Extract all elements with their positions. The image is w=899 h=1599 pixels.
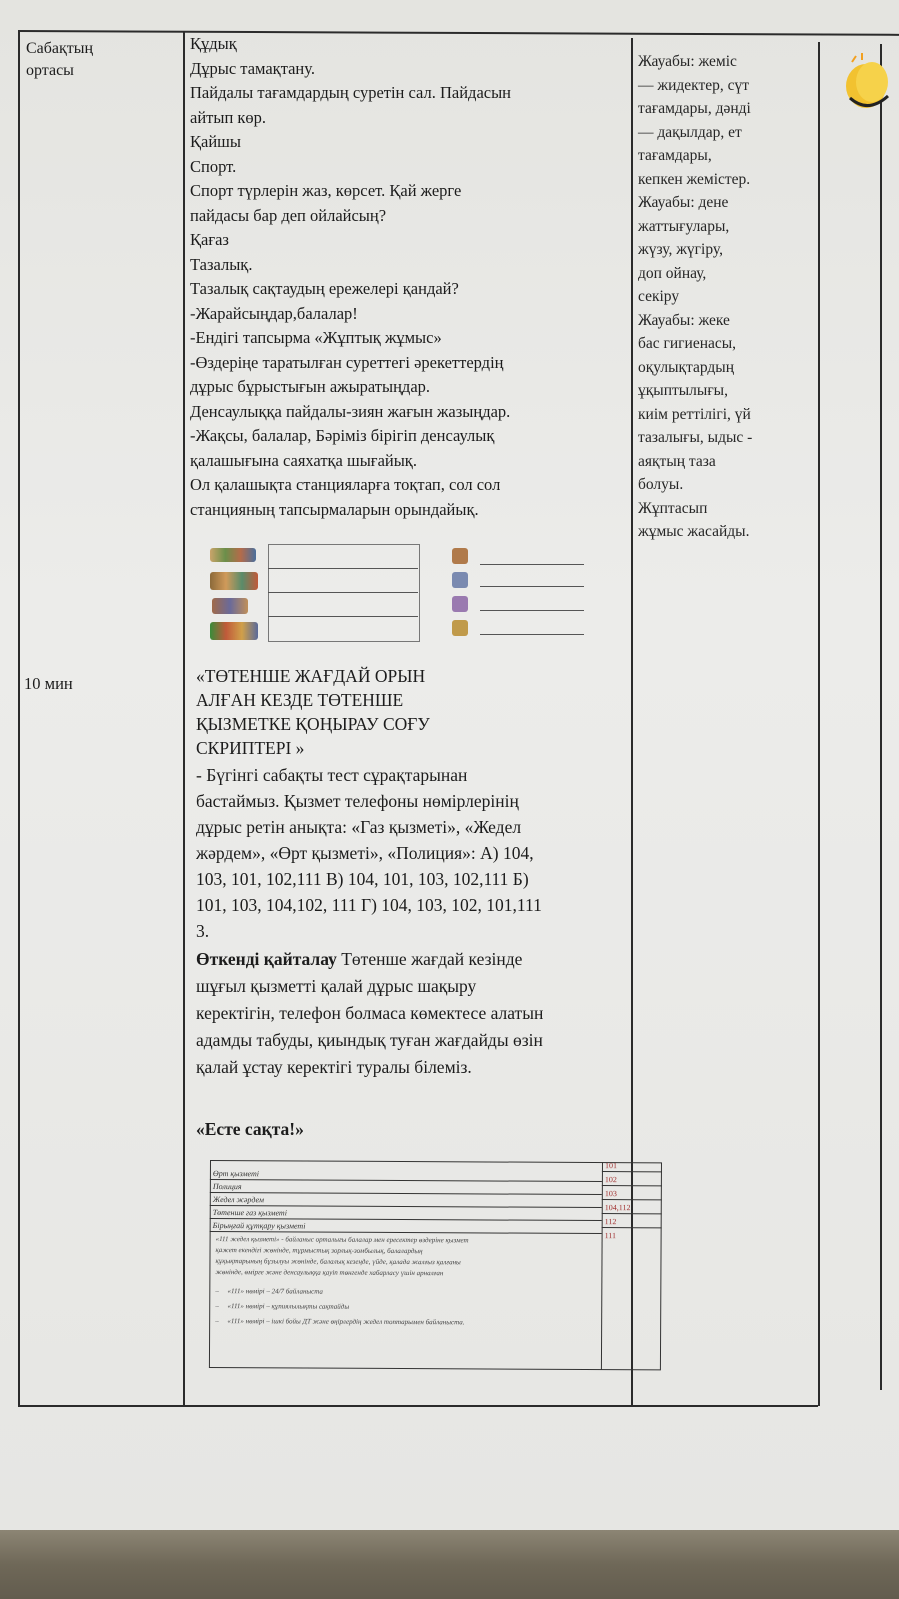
table-bottom-border [18, 1405, 818, 1407]
hotline-description: «111 жедел қызметі» - байланыс орталығы балалар мен ересектер өздеріне қызмет қажет екендігі жөнінде, тұрмыстық зорлық-зомбылық, балалардың құқықтарының бұзылуы жөнінде, балалық кезеңде, үйде, қалада жалғыз қалғаны жөнінде, өмірге және денсаулыққа қауіп төнгенде хабарласу үшін арналған – «111» нөмірі – 24/7 байланыста – «111» нөмірі – құпиялылықты сақтайды – «111» нөмірі – ішкі бойы ДТ және өңірлердің жедел топтарымен байланыста. [215, 1235, 469, 1327]
picture-icon [212, 598, 248, 614]
picture-icon [210, 572, 258, 590]
box-rule [268, 568, 418, 569]
remember-heading: «Есте сақта!» [196, 1119, 304, 1139]
picture-icon [452, 572, 468, 588]
table-number: 102 [602, 1174, 662, 1186]
activities-text: Құдық Дұрыс тамақтану. Пайдалы тағамдардың суретін сал. Пайдасын айтып көр. Қайшы Спорт. Спорт түрлерін жаз, көрсет. Қай жерге пайдасы бар деп ойлайсың? Қағаз Тазалық. Тазалық сақтаудың ережелері қандай? -Жарайсыңдар,балалар! -Ендігі тапсырма «Жұптық жұмыс» -Өздеріңе таратылған суреттегі әрекеттердің дұрыс бұрыстығын ажыратыңдар. Денсаулыққа пайдалы-зиян жағын жазыңдар. -Жақсы, балалар, Бәріміз бірігіп денсаулық қалашығына саяхатқа шығайық. Ол қалашықта станцияларға тоқтап, сол сол станцияның тапсырмаларын орындайық. [190, 34, 512, 519]
col1-divider [183, 32, 185, 1406]
table-row: Өрт қызметі [210, 1168, 602, 1182]
table-number: 103 [602, 1188, 662, 1200]
picture-icon [452, 620, 468, 636]
review-label: Өткенді қайталау [196, 949, 337, 969]
col3-divider [818, 42, 820, 1406]
picture-icon [210, 548, 256, 562]
emergency-heading: «ТӨТЕНШЕ ЖАҒДАЙ ОРЫН АЛҒАН КЕЗДЕ ТӨТЕНШЕ ҚЫЗМЕТКЕ ҚОҢЫРАУ СОҒУ СКРИПТЕРІ » [196, 666, 430, 758]
table-row: Бірыңғай құтқару қызметі [210, 1220, 602, 1234]
answer-box [268, 544, 420, 642]
table-left-border [18, 30, 20, 1406]
table-number: 111 [604, 1231, 617, 1241]
table-row: Полиция [210, 1181, 602, 1195]
picture-icon [210, 622, 258, 640]
box-rule [268, 592, 418, 593]
desk-surface [0, 1530, 899, 1599]
col4-divider [880, 44, 882, 1390]
table-number: 101 [602, 1160, 662, 1172]
picture-icon [452, 548, 468, 564]
test-question-text: - Бүгінгі сабақты тест сұрақтарынан бастаймыз. Қызмет телефоны нөмірлерінің дұрыс ретін анықта: «Газ қызметі», «Жедел жәрдем», «Өрт қызметі», «Полиция»: А) 104, 103, 101, 102,111 В) 104, 101, 103, 102,111 Б) 101, 103, 104,102, 111 Г) 104, 103, 102, 101,111 3. [196, 765, 542, 941]
table-row: Төтенше газ қызметі [210, 1207, 602, 1221]
table-number: 112 [602, 1216, 662, 1228]
blank-line [480, 634, 584, 635]
picture-icon [452, 596, 468, 612]
worksheet-images [208, 544, 588, 646]
blank-line [480, 586, 584, 587]
emergency-numbers-table [209, 1160, 662, 1370]
blank-line [480, 564, 584, 565]
clapping-hands-icon [838, 52, 898, 116]
answers-text: Жауабы: жеміс — жидектер, сүт тағамдары, дәнді — дақылдар, ет тағамдары, кепкен жемістер. Жауабы: дене жаттығулары, жүзу, жүгіру, доп ойнау, секіру Жауабы: жеке бас гигиенасы, оқулықтардың ұқыптылығы, киім реттілігі, үй тазалығы, ыдыс - аяқтың таза болуы. Жұптасып жұмыс жасайды. [638, 53, 753, 540]
table-number: 104,112 [602, 1202, 662, 1214]
table-row: Жедел жәрдем [210, 1194, 602, 1208]
blank-line [480, 610, 584, 611]
time-label: 10 мин [24, 674, 73, 693]
review-text: Өткенді қайталау Төтенше жағдай кезінде шұғыл қызметті қалай дұрыс шақыру керектігін, телефон болмаса көмектесе алатын адамды табуды, қиындық туған жағдайды өзін қалай ұстау керектігі туралы білеміз. [196, 949, 544, 1077]
box-rule [268, 616, 418, 617]
lesson-stage-label: Сабақтың ортасы [26, 40, 94, 79]
